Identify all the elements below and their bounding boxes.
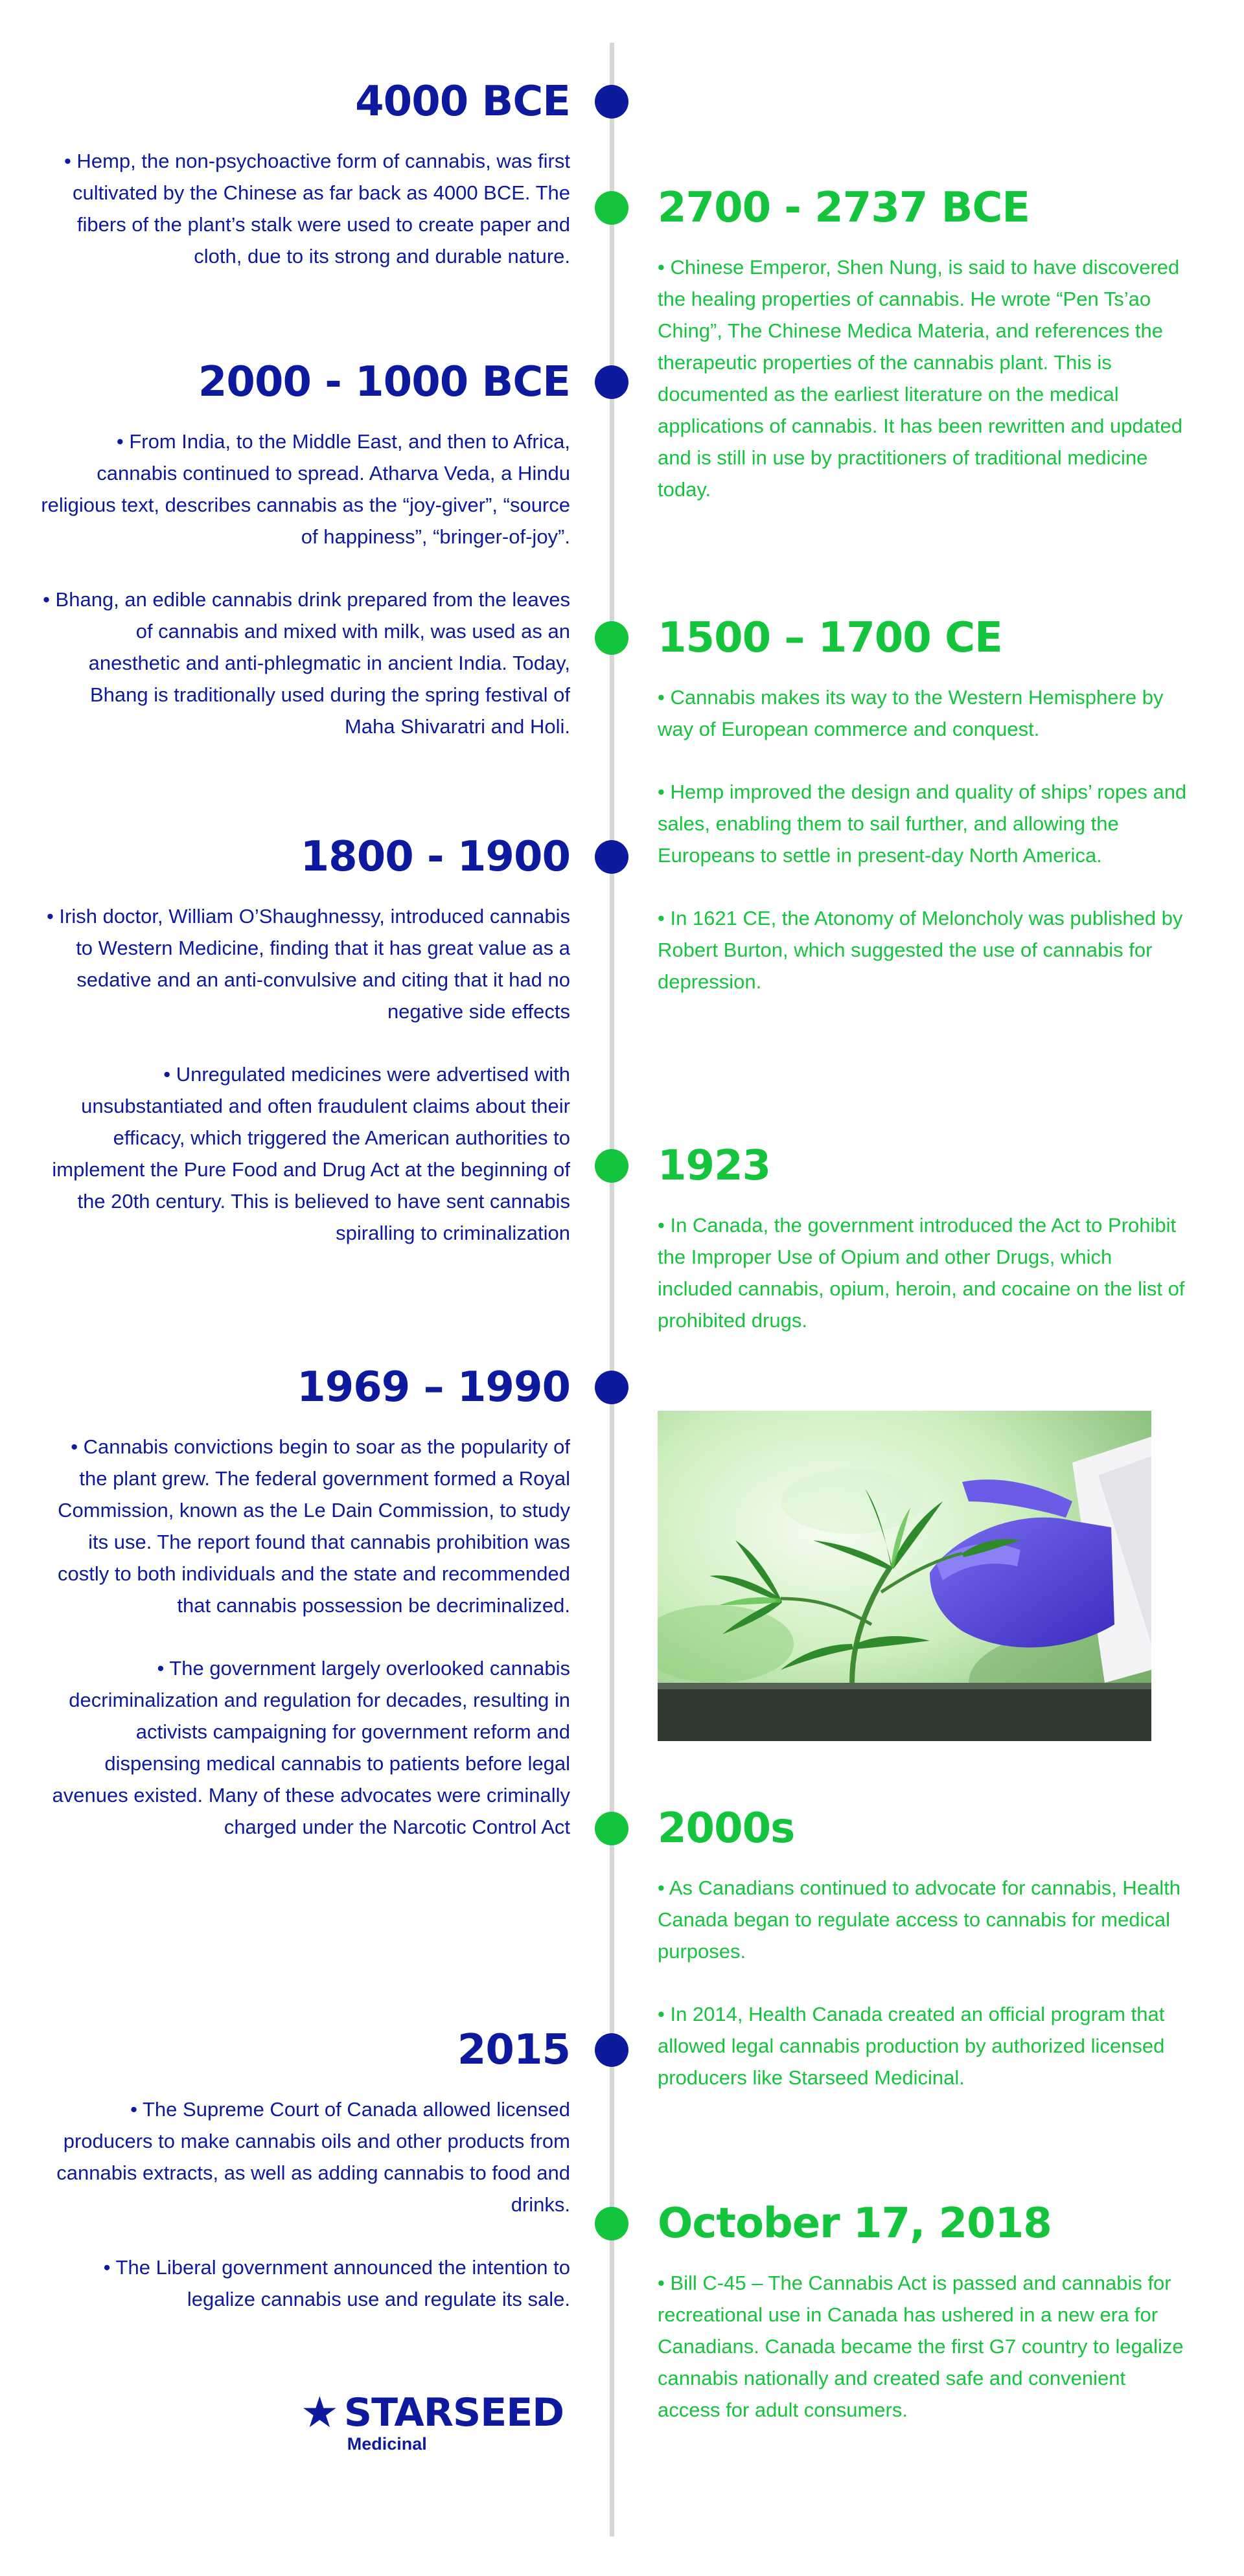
event-title: 2000s: [658, 1805, 795, 1852]
timeline-marker-2000s: [595, 1812, 628, 1845]
event-title: 1969 – 1990: [297, 1363, 570, 1411]
event-2000s: [658, 1803, 1189, 2093]
timeline-marker-1969: [595, 1371, 628, 1404]
timeline-marker-1500-ce: [595, 621, 628, 655]
event-text: • Hemp improved the design and quality of ships’ ropes and sales, enabling them to sail further, and allowing the Europeans to settle in present-day North America.: [658, 781, 1187, 867]
timeline-marker-2015: [595, 2033, 628, 2067]
event-text: • From India, to the Middle East, and then to Africa, cannabis continued to spread. Atharva Veda, a Hindu religious text, describes cannabis as the “joy-giver”, “source of happiness”, “bringer-of-joy”.: [41, 430, 570, 548]
event-2700-2737-bce: [658, 183, 1189, 505]
star-icon: ★: [300, 2388, 339, 2437]
timeline-marker-2700-bce: [595, 191, 628, 225]
event-text: • In 2014, Health Canada created an official program that allowed legal cannabis production by authorized licensed producers like Starseed Medicinal.: [658, 2003, 1165, 2089]
timeline-marker-2018: [595, 2207, 628, 2240]
event-text: • Bill C-45 – The Cannabis Act is passed and cannabis for recreational use in Canada has ushered in a new era for Canadians. Canada became the first G7 country to legalize cannabis nationally and created safe and convenient access for adult consumers.: [658, 2272, 1184, 2421]
timeline-marker-4000-bce: [595, 85, 628, 119]
starseed-logo: [300, 2388, 564, 2454]
event-text: • Hemp, the non-psychoactive form of cannabis, was first cultivated by the Chinese as far back as 4000 BCE. The fibers of the plant’s stalk were used to create paper and cloth, due to its strong and durable nature.: [63, 150, 570, 268]
event-1923: [658, 1141, 1189, 1336]
event-text: • In Canada, the government introduced the Act to Prohibit the Improper Use of Opium and other Drugs, which included cannabis, opium, heroin, and cocaine on the list of prohibited drugs.: [658, 1214, 1185, 1332]
event-title: 1923: [658, 1142, 771, 1190]
event-text: • Cannabis makes its way to the Western Hemisphere by way of European commerce and conquest.: [658, 686, 1164, 740]
event-text: • As Canadians continued to advocate for cannabis, Health Canada began to regulate access to cannabis for medical purposes.: [658, 1876, 1181, 1963]
cannabis-plant-gloved-hand-icon: [658, 1411, 1151, 1741]
event-title: 2015: [457, 2026, 570, 2074]
event-text: • Unregulated medicines were advertised with unsubstantiated and often fraudulent claims about their efficacy, which triggered the American authorities to implement the Pure Food and Drug Act at the beginning of the 20th century. This is believed to have sent cannabis spiralling to criminalization: [52, 1063, 570, 1244]
event-2015: [39, 2025, 570, 2315]
timeline-marker-1923: [595, 1149, 628, 1183]
event-october-17-2018: [658, 2198, 1189, 2426]
event-1969-1990: [39, 1362, 570, 1843]
event-1500-1700-ce: [658, 613, 1189, 997]
event-title: 1800 - 1900: [300, 833, 570, 881]
event-text: • Irish doctor, William O’Shaughnessy, introduced cannabis to Western Medicine, finding that it has great value as a sedative and an anti-convulsive and citing that it had no negative side effects: [46, 905, 570, 1023]
event-title: 2700 - 2737 BCE: [658, 184, 1030, 232]
event-title: 1500 – 1700 CE: [658, 614, 1002, 662]
timeline-marker-1800: [595, 840, 628, 874]
event-text: • In 1621 CE, the Atonomy of Meloncholy was published by Robert Burton, which suggested the use of cannabis for depression.: [658, 907, 1183, 993]
event-title: 4000 BCE: [355, 78, 570, 126]
logo-brand: STARSEED: [343, 2390, 564, 2435]
event-text: • The Supreme Court of Canada allowed licensed producers to make cannabis oils and other products from cannabis extracts, as well as adding cannabis to food and drinks.: [56, 2098, 570, 2216]
event-text: • Bhang, an edible cannabis drink prepared from the leaves of cannabis and mixed with milk, was used as an anesthetic and anti-phlegmatic in ancient India. Today, Bhang is traditionally used during the spring festival of Maha Shivaratri and Holi.: [43, 588, 570, 738]
timeline-marker-2000-bce: [595, 365, 628, 399]
event-text: • The government largely overlooked cannabis decriminalization and regulation for decades, resulting in activists campaigning for government reform and dispensing medical cannabis to patients before legal avenues existed. Many of these advocates were criminally charged under the Narcotic Control Act: [52, 1657, 570, 1838]
event-title: October 17, 2018: [658, 2200, 1052, 2248]
cannabis-plant-photo: [658, 1411, 1151, 1741]
event-text: • The Liberal government announced the intention to legalize cannabis use and regulate its sale.: [103, 2256, 570, 2310]
logo-subtitle: Medicinal: [347, 2434, 427, 2454]
event-text: • Cannabis convictions begin to soar as the popularity of the plant grew. The federal government formed a Royal Commission, known as the Le Dain Commission, to study its use. The report found that cannabis prohibition was costly to both individuals and the state and recommended that cannabis possession be decriminalized.: [58, 1435, 570, 1617]
event-1800-1900: [39, 832, 570, 1249]
timeline-axis: [610, 43, 614, 2536]
event-title: 2000 - 1000 BCE: [198, 358, 570, 406]
event-2000-bce: [39, 357, 570, 742]
event-text: • Chinese Emperor, Shen Nung, is said to have discovered the healing properties of cannabis. He wrote “Pen Ts’ao Ching”, The Chinese Medica Materia, and references the therapeutic properties of the cannabis plant. This is documented as the earliest literature on the medical applications of cannabis. It has been rewritten and updated and is still in use by practitioners of traditional medicine today.: [658, 256, 1182, 501]
event-4000-bce: [39, 76, 570, 272]
